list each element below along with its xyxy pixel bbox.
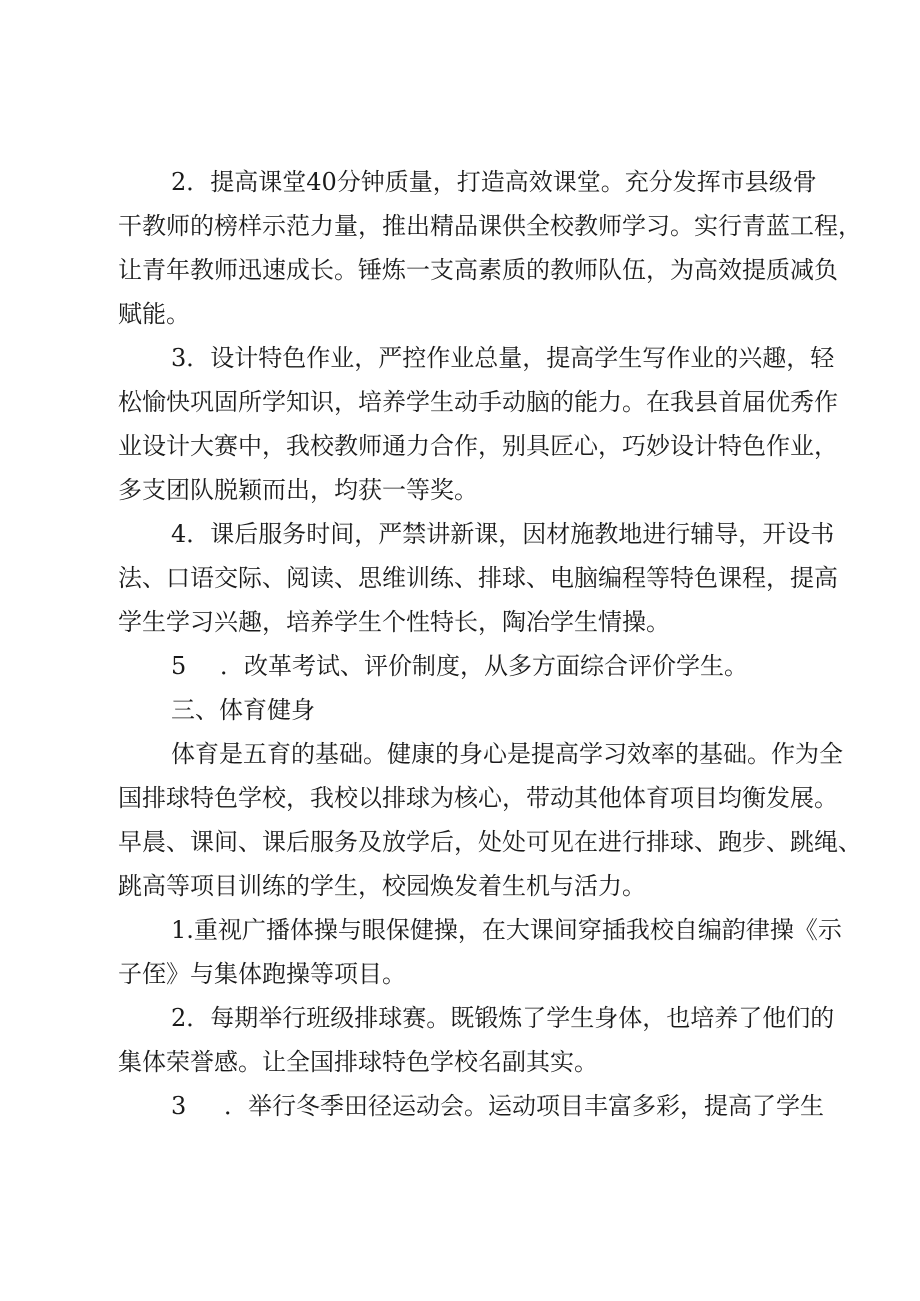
paragraph-line: 1.重视广播体操与眼保健操，在大课间穿插我校自编韵律操《示 <box>171 916 842 944</box>
paragraph-line: 跳高等项目训练的学生，校园焕发着生机与活力。 <box>118 872 646 900</box>
paragraph-line: 法、口语交际、阅读、思维训练、排球、电脑编程等特色课程，提高 <box>118 564 838 592</box>
paragraph-line: 体育是五育的基础。健康的身心是提高学习效率的基础。作为全 <box>171 740 843 768</box>
paragraph-line: 早晨、课间、课后服务及放学后，处处可见在进行排球、跑步、跳绳、 <box>118 828 862 856</box>
paragraph-line: 国排球特色学校，我校以排球为核心，带动其他体育项目均衡发展。 <box>118 784 838 812</box>
paragraph-line: 2．提高课堂40分钟质量，打造高效课堂。充分发挥市县级骨 <box>171 168 817 196</box>
paragraph-line: 松愉快巩固所学知识，培养学生动手动脑的能力。在我县首届优秀作 <box>118 388 838 416</box>
list-text: ．改革考试、评价制度，从多方面综合评价学生。 <box>220 652 748 680</box>
paragraph-line: 业设计大赛中，我校教师通力合作，别具匠心，巧妙设计特色作业， <box>118 432 838 460</box>
paragraph-line: 赋能。 <box>118 300 190 328</box>
list-text: ．举行冬季田径运动会。运动项目丰富多彩，提高了学生 <box>224 1092 824 1120</box>
section-heading: 三、体育健身 <box>171 696 315 724</box>
paragraph-line: 2．每期举行班级排球赛。既锻炼了学生身体，也培养了他们的 <box>171 1004 835 1032</box>
paragraph-line: 集体荣誉感。让全国排球特色学校名副其实。 <box>118 1048 598 1076</box>
paragraph-line: 让青年教师迅速成长。锤炼一支高素质的教师队伍，为高效提质减负 <box>118 256 838 284</box>
list-item-number-3 <box>0 1091 920 1121</box>
paragraph-line: 多支团队脱颖而出，均获一等奖。 <box>118 476 478 504</box>
paragraph-line: 3．设计特色作业，严控作业总量，提高学生写作业的兴趣，轻 <box>171 344 835 372</box>
paragraph-line: 干教师的榜样示范力量，推出精品课供全校教师学习。实行青蓝工程， <box>118 212 862 240</box>
paragraph-line: 子侄》与集体跑操等项目。 <box>118 960 406 988</box>
paragraph-line: 学生学习兴趣，培养学生个性特长，陶冶学生情操。 <box>118 608 670 636</box>
paragraph-line: 4．课后服务时间，严禁讲新课，因材施教地进行辅导，开设书 <box>171 520 835 548</box>
list-number: 5 <box>171 652 187 680</box>
list-item-number-5 <box>0 651 920 681</box>
list-number: 3 <box>171 1092 187 1120</box>
